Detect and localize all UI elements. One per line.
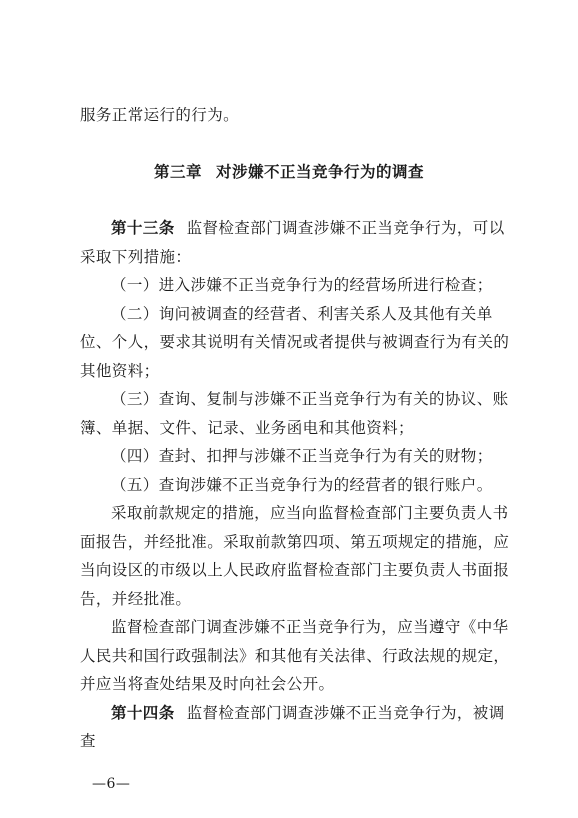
article-14-intro <box>80 699 512 756</box>
chapter-heading <box>0 160 578 182</box>
article-14-intro-text: 监督检查部门调查涉嫌不正当竞争行为，被调查 <box>80 703 505 750</box>
article-13-intro <box>80 214 512 271</box>
article-14-number: 第十四条 <box>111 703 175 722</box>
article-13-item-1: （一）进入涉嫌不正当竞争行为的经营场所进行检查； <box>111 276 493 294</box>
article-13-paragraph-3: 监督检查部门调查涉嫌不正当竞争行为，应当遵守《中华人民共和国行政强制法》和其他有关法律、行政法规的规定，并应当将查处结果及时向社会公开。 <box>80 618 510 693</box>
article-13-block <box>80 214 512 756</box>
continuation-text: 服务正常运行的行为。 <box>80 106 240 124</box>
article-13-intro-text: 监督检查部门调查涉嫌不正当竞争行为，可以采取下列措施： <box>80 219 505 266</box>
article-13-paragraph-2: 采取前款规定的措施，应当向监督检查部门主要负责人书面报告，并经批准。采取前款第四项、第五项规定的措施，应当向设区的市级以上人民政府监督检查部门主要负责人书面报告，并经批准。 <box>80 504 510 608</box>
article-13-item-2: （二）询问被调查的经营者、利害关系人及其他有关单位、个人，要求其说明有关情况或者提供与被调查行为有关的其他资料； <box>80 304 510 380</box>
article-13-item-3: （三）查询、复制与涉嫌不正当竞争行为有关的协议、账簿、单据、文件、记录、业务函电和其他资料； <box>80 390 509 437</box>
chapter-title: 对涉嫌不正当竞争行为的调查 <box>216 163 425 181</box>
article-13-item-4: （四）查封、扣押与涉嫌不正当竞争行为有关的财物； <box>111 447 493 465</box>
article-13-item-5: （五）查询涉嫌不正当竞争行为的经营者的银行账户。 <box>111 475 493 494</box>
continuation-block <box>80 101 512 130</box>
chapter-number: 第三章 <box>153 163 202 181</box>
page-number: —6— <box>92 776 131 792</box>
article-13-number: 第十三条 <box>111 219 175 237</box>
